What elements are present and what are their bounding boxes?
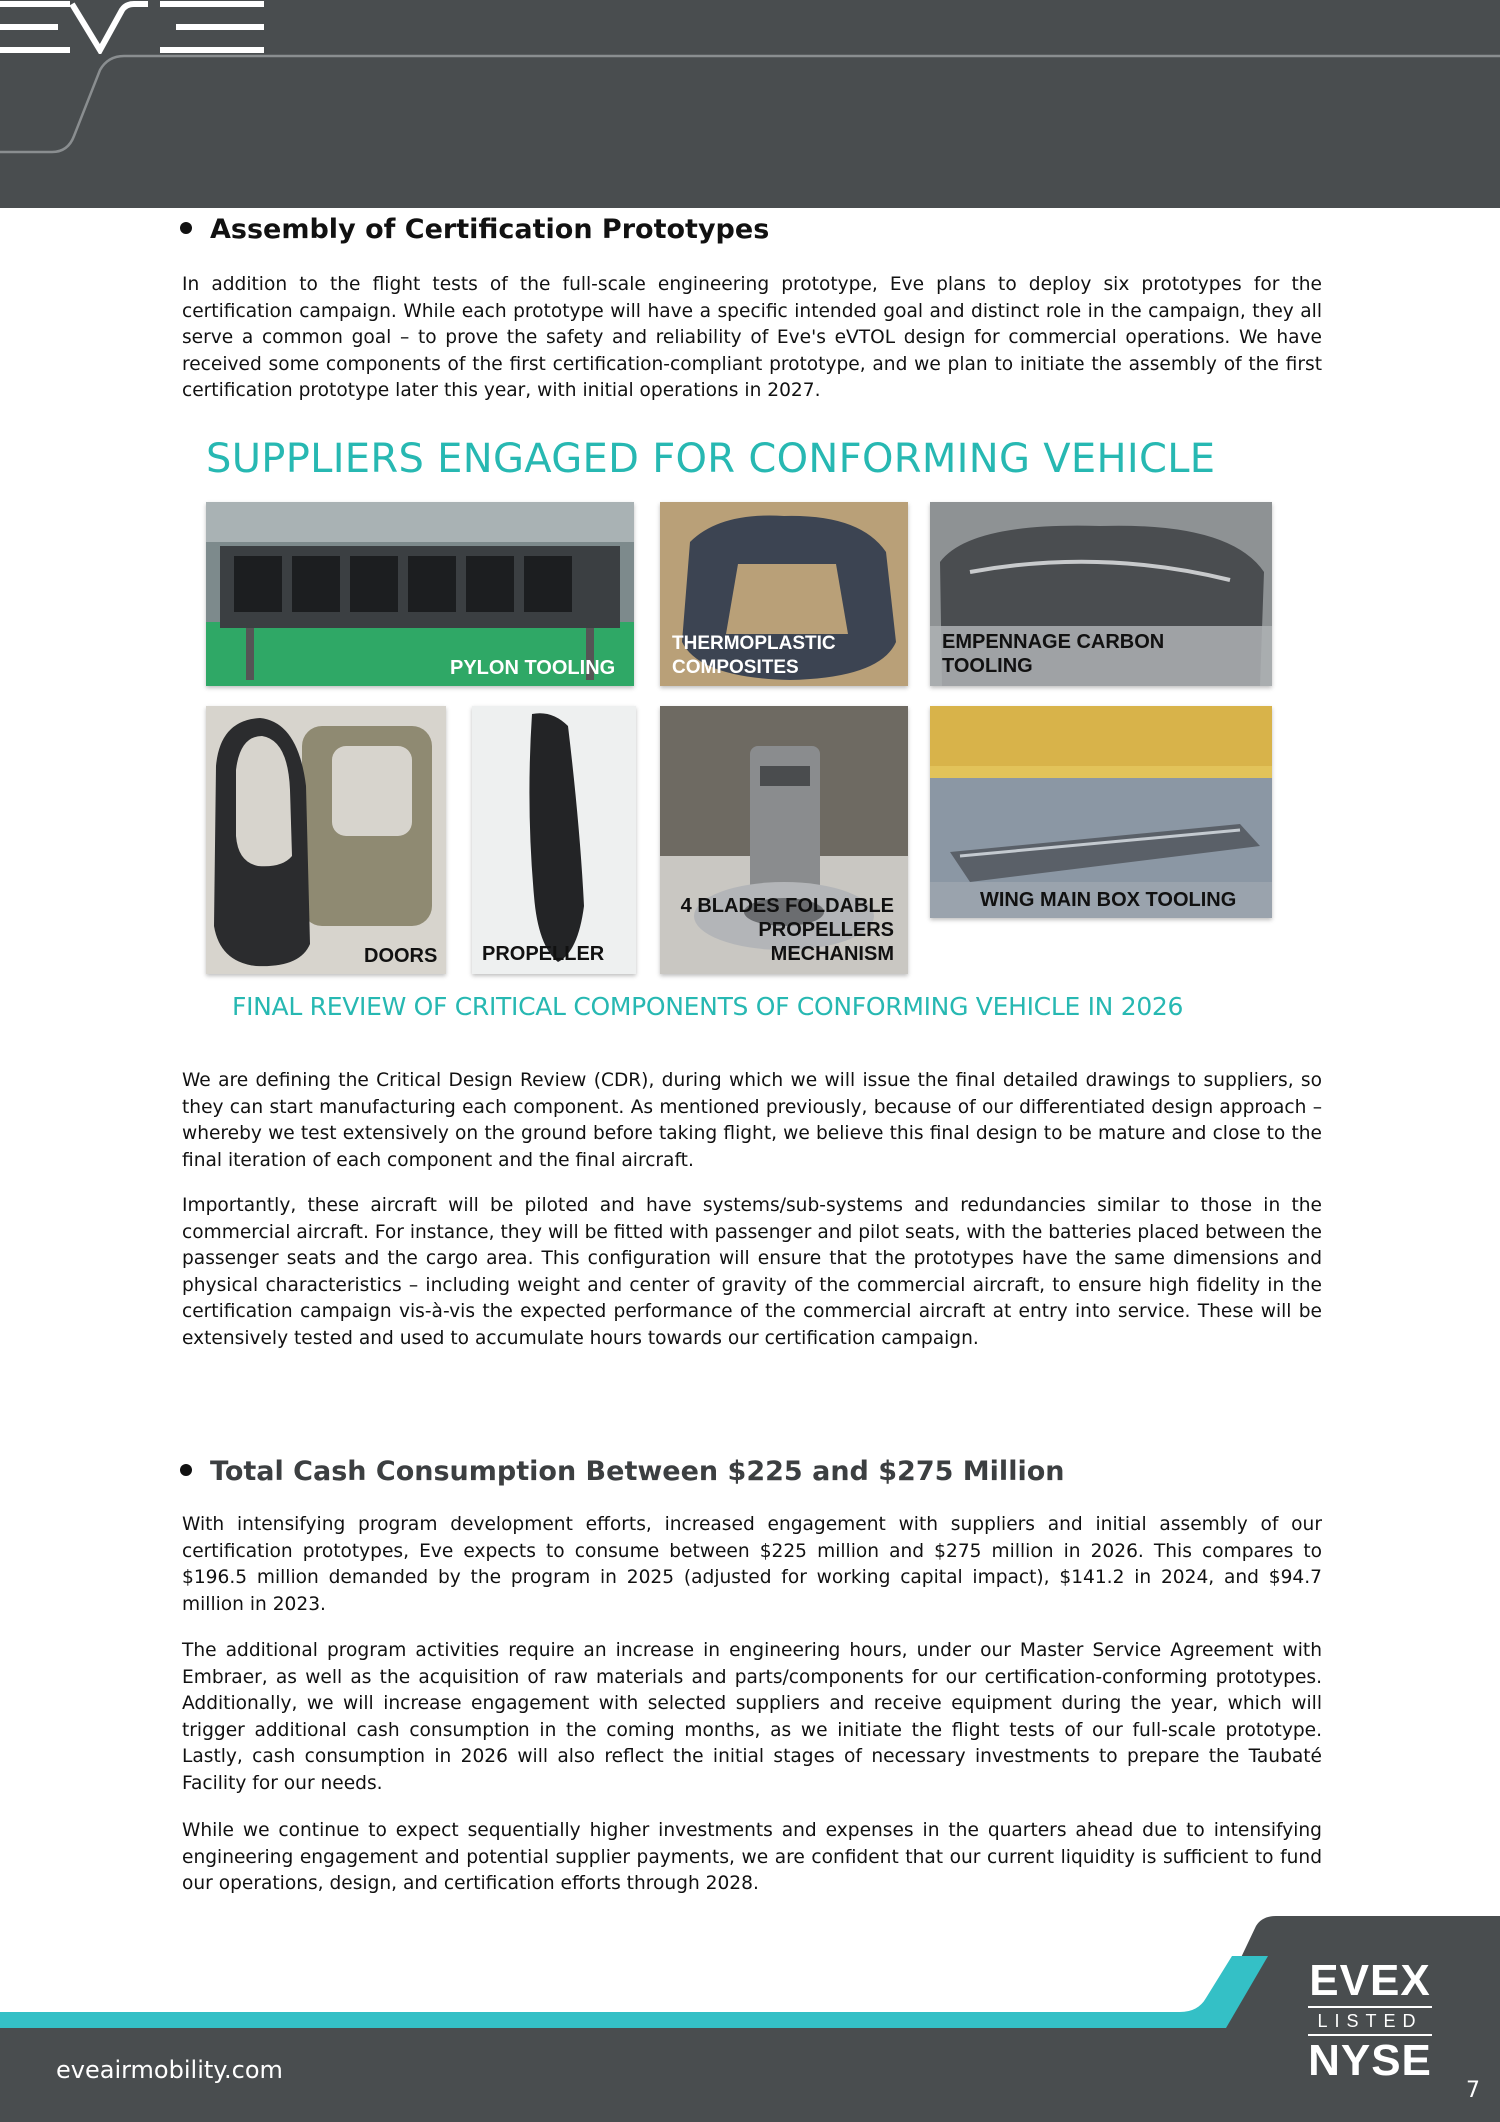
badge-listed: LISTED (1308, 2006, 1432, 2036)
paragraph-piloted-aircraft: Importantly, these aircraft will be piloted and have systems/sub-systems and redundancies similar to those in the commercial aircraft. For instance, they will be fitted with passenger and pilot seats, with the batteries placed between the passenger seats and the cargo area. This configuration will ensure that the prototypes have the same dimensions and physical characteristics – including weight and center of gravity of the commercial aircraft, to ensure high fidelity in the certification campaign vis-à-vis the expected performance of the commercial aircraft at entry into service. These will be extensively tested and used to accumulate hours towards our certification campaign. (182, 1195, 1322, 1349)
badge-exchange: NYSE (1308, 2036, 1432, 2085)
photo-empennage-carbon-tooling (930, 502, 1272, 686)
paragraph-liquidity: While we continue to expect sequentially higher investments and expenses in the quarters ahead due to intensifying engineering engagement and potential supplier payments, we are confident that our current liquidity is sufficient to fund our operations, design, and certification efforts through 2028. (182, 1820, 1322, 1895)
eve-logo (0, 0, 270, 54)
page-number: 7 (1466, 2078, 1480, 2103)
website-link[interactable]: eveairmobility.com (56, 2056, 283, 2084)
bullet-icon (180, 222, 192, 234)
photo-propeller (472, 706, 636, 974)
paragraph-cash-consumption: With intensifying program development efforts, increased engagement with suppliers and initial assembly of our certification prototypes, Eve expects to consume between $225 million and $275 million in 2026. This compares to $196.5 million demanded by the program in 2025 (adjusted for working capital impact), $141.2 in 2024, and $94.7 million in 2023. (182, 1514, 1322, 1615)
photo-doors (206, 706, 446, 974)
figure-caption: FINAL REVIEW OF CRITICAL COMPONENTS OF CONFORMING VEHICLE IN 2026 (232, 992, 1184, 1021)
label-pylon-tooling: PYLON TOOLING (450, 657, 616, 679)
photo-thermoplastic-composites (660, 502, 908, 686)
label-foldable-propellers-mechanism: 4 BLADES FOLDABLE PROPELLERS MECHANISM (680, 895, 894, 965)
paragraph-program-activities: The additional program activities require an increase in engineering hours, under our Master Service Agreement with Embraer, as well as the acquisition of raw materials and parts/components for our certification-conforming prototypes. Additionally, we will increase engagement with selected suppliers and receive equipment during the year, which will trigger additional cash consumption in the coming months, as we initiate the flight tests of our full-scale prototype. Lastly, cash consumption in 2026 will also reflect the initial stages of necessary investments to prepare the Taubaté Facility for our needs. (182, 1640, 1322, 1794)
label-wing-main-box-tooling: WING MAIN BOX TOOLING (980, 889, 1237, 911)
label-thermoplastic-composites: THERMOPLASTIC COMPOSITES (672, 633, 836, 678)
paragraph-certification-intro: In addition to the flight tests of the full-scale engineering prototype, Eve plans to deploy six prototypes for the certification campaign. While each prototype will have a specific intended goal and distinct role in the campaign, they all serve a common goal – to prove the safety and reliability of Eve's eVTOL design for commercial operations. We have received some components of the first certification-compliant prototype, and we plan to initiate the assembly of the first certification prototype later this year, with initial operations in 2027. (182, 274, 1322, 402)
label-doors: DOORS (364, 945, 438, 967)
section-heading-certification-prototypes: Assembly of Certification Prototypes (180, 214, 769, 245)
badge-ticker: EVEX (1309, 1956, 1431, 2005)
photo-pylon-tooling (206, 502, 634, 686)
photo-wing-main-box-tooling (930, 706, 1272, 918)
footer-band (0, 1916, 1500, 2122)
label-propeller: PROPELLER (482, 943, 605, 965)
page-header (0, 0, 1500, 208)
section-heading-cash-consumption: Total Cash Consumption Between $225 and $275 Million (180, 1456, 1064, 1487)
figure-title: SUPPLIERS ENGAGED FOR CONFORMING VEHICLE (206, 436, 1216, 482)
label-empennage-carbon-tooling: EMPENNAGE CARBON TOOLING (942, 631, 1165, 677)
evex-nyse-badge (1300, 1958, 1440, 2084)
wing-main-box-tooling-image (930, 706, 1272, 918)
bullet-icon (180, 1464, 192, 1476)
photo-foldable-propellers-mechanism (660, 706, 908, 974)
propeller-image (472, 706, 636, 974)
paragraph-critical-design-review: We are defining the Critical Design Review (CDR), during which we will issue the final detailed drawings to suppliers, so they can start manufacturing each component. As mentioned previously, because of our differentiated design approach – whereby we test extensively on the ground before taking flight, we believe this final design to be mature and close to the final iteration of each component and the final aircraft. (182, 1070, 1322, 1171)
doors-image (206, 706, 446, 974)
